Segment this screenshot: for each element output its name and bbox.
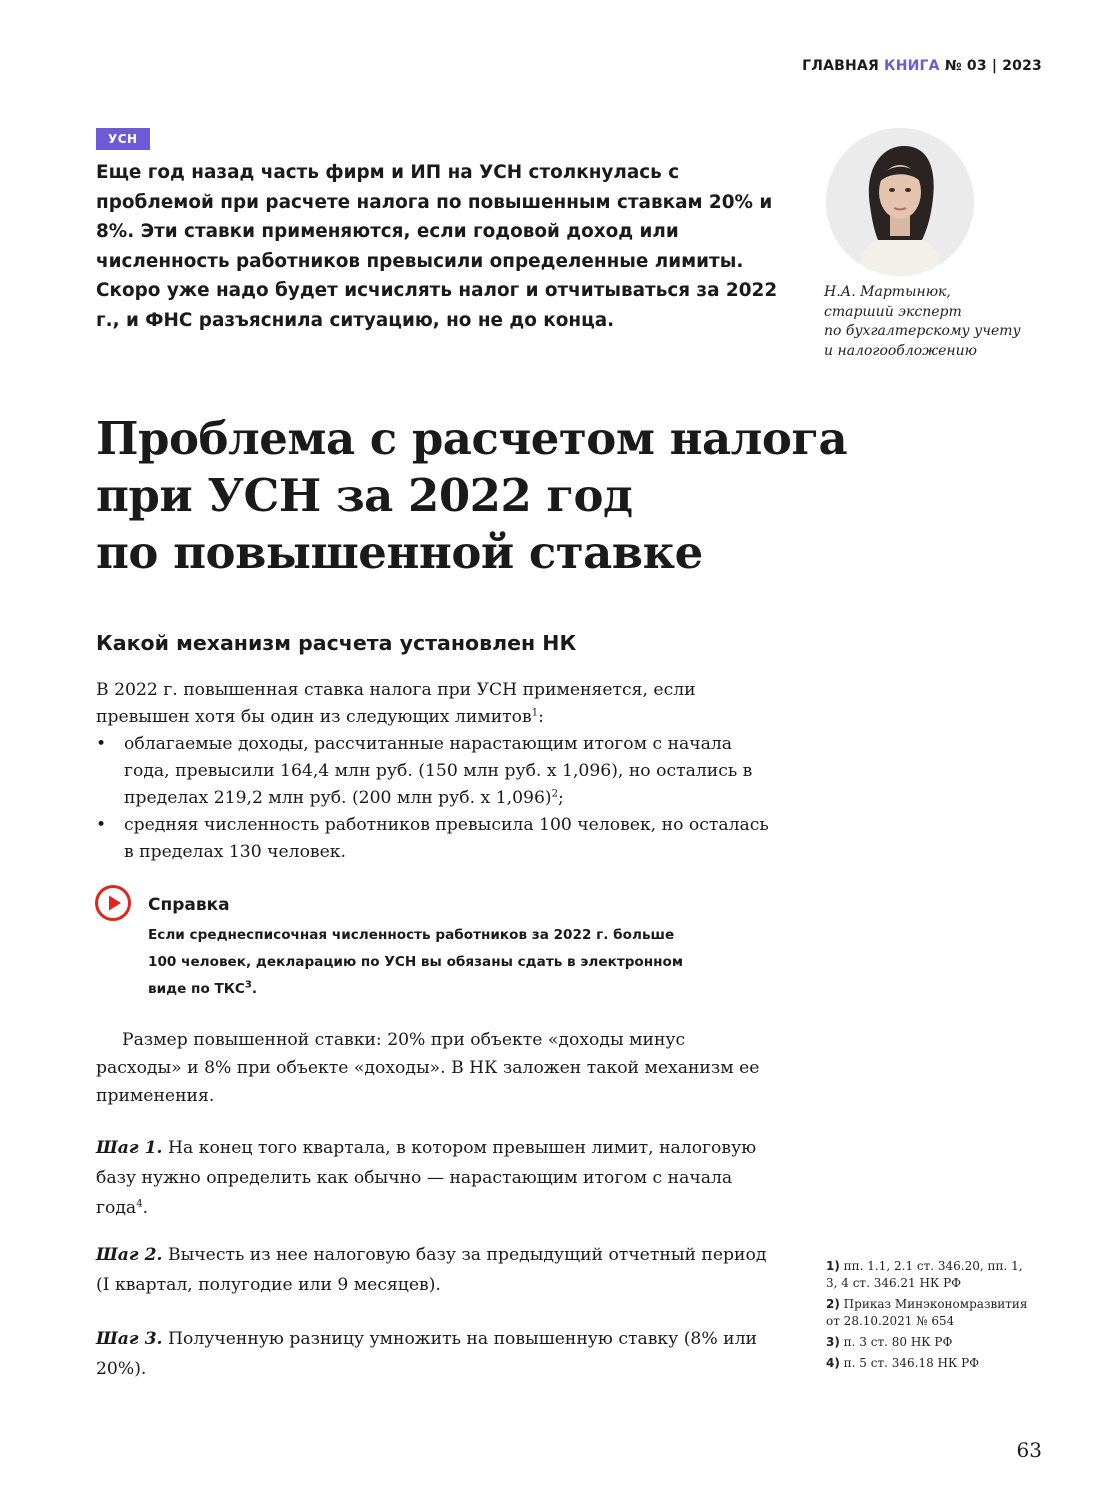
footnote	[826, 1355, 1056, 1372]
category-tag: УСН	[96, 128, 150, 150]
list-item	[96, 812, 772, 866]
note-line-text: виде по ТКС	[148, 981, 245, 997]
step-2	[96, 1240, 772, 1300]
author-caption-line: старший эксперт	[824, 303, 962, 320]
note-line: Если среднесписочная численность работников за 2022 г. больше	[148, 927, 675, 943]
step-1	[96, 1133, 772, 1223]
author-caption-line: и налогообложению	[824, 342, 977, 359]
step-text: Вычесть из нее налоговую базу за предыдущий отчетный период (I квартал, полугодие или 9 месяцев).	[96, 1245, 767, 1295]
article-title	[96, 410, 847, 581]
step-3	[96, 1324, 772, 1384]
footnotes	[826, 1258, 1056, 1376]
article-title-line: Проблема с расчетом налога	[96, 412, 848, 465]
list-item-text: облагаемые доходы, рассчитанные нарастающим итогом с начала года, превысили 164,4 млн руб. (150 млн руб. х 1,096), но остались в пределах 219,2 млн руб. (200 млн руб. х 1,096)	[124, 734, 753, 808]
author-photo	[826, 128, 974, 276]
bullet-icon: •	[96, 815, 107, 835]
footnote-number: 1)	[826, 1259, 840, 1273]
step-tail: .	[142, 1198, 149, 1218]
footnote-text: п. 5 ст. 346.18 НК РФ	[843, 1356, 980, 1370]
bullet-icon: •	[96, 734, 107, 754]
masthead-issue: № 03 | 2023	[944, 58, 1042, 74]
note-line	[148, 976, 778, 1003]
footnote-text: пп. 1.1, 2.1 ст. 346.20, пп. 1,	[843, 1259, 1023, 1273]
section-heading: Какой механизм расчета установлен НК	[96, 631, 577, 655]
article-title-line: при УСН за 2022 год	[96, 469, 633, 522]
note-text	[148, 922, 778, 1003]
list-item-tail: ;	[557, 788, 564, 808]
step-text: Полученную разницу умножить на повышенную ставку (8% или 20%).	[96, 1329, 757, 1379]
footnote-number: 4)	[826, 1356, 840, 1370]
footnote-ref: 2	[551, 788, 558, 800]
masthead-brand-part2: КНИГА	[884, 58, 940, 74]
intro-tail: :	[538, 707, 544, 727]
intro-text: В 2022 г. повышенная ставка налога при УСН применяется, если превышен хотя бы один из следующих лимитов	[96, 680, 696, 727]
footnote-ref: 4	[136, 1198, 143, 1210]
step-text: На конец того квартала, в котором превышен лимит, налоговую базу нужно определить как обычно — нарастающим итогом с начала года	[96, 1138, 757, 1218]
footnote-ref: 3	[244, 979, 252, 991]
author-portrait-icon	[826, 128, 974, 276]
footnote-text: от 28.10.2021 № 654	[826, 1314, 955, 1328]
footnote-ref: 1	[531, 707, 539, 719]
limits-list	[96, 731, 772, 866]
step-label: Шаг 1.	[96, 1138, 163, 1158]
footnote-text: п. 3 ст. 80 НК РФ	[843, 1335, 953, 1349]
footnote-number: 2)	[826, 1297, 840, 1311]
note-title: Справка	[148, 895, 230, 915]
list-item-text: средняя численность работников превысила 100 человек, но осталась в пределах 130 человек.	[124, 815, 769, 862]
article-title-line: по повышенной ставке	[96, 526, 703, 579]
intro-block	[96, 677, 772, 866]
masthead	[802, 58, 1042, 74]
footnote	[826, 1258, 1056, 1292]
footnote-number: 3)	[826, 1335, 840, 1349]
rate-block	[96, 1026, 772, 1110]
footnote-text: 3, 4 ст. 346.21 НК РФ	[826, 1276, 962, 1290]
rate-paragraph: Размер повышенной ставки: 20% при объекте «доходы минус расходы» и 8% при объекте «доходы». В НК заложен такой механизм ее применения.	[96, 1030, 760, 1106]
footnote	[826, 1334, 1056, 1351]
footnote	[826, 1296, 1056, 1330]
list-item	[96, 731, 772, 812]
lead-paragraph: Еще год назад часть фирм и ИП на УСН столкнулась с проблемой при расчете налога по повышенным ставкам 20% и 8%. Эти ставки применяются, если годовой доход или численность работников превысили определенные лимиты. Скоро уже надо будет исчислять налог и отчитываться за 2022 г., и ФНС разъяснила ситуацию, но не до конца.	[96, 162, 778, 331]
author-caption-line: по бухгалтерскому учету	[824, 323, 1021, 339]
footnote-text: Приказ Минэкономразвития	[843, 1297, 1028, 1311]
page-number: 63	[1016, 1438, 1042, 1462]
author-caption-line: Н.А. Мартынюк,	[824, 284, 951, 300]
author-caption	[824, 283, 1054, 361]
masthead-brand-part1: ГЛАВНАЯ	[802, 58, 879, 74]
note-line: 100 человек, декларацию по УСН вы обязаны сдать в электронном	[148, 954, 684, 970]
step-label: Шаг 2.	[96, 1245, 163, 1265]
play-icon	[94, 884, 132, 922]
note-line-tail: .	[251, 981, 258, 997]
intro-paragraph	[96, 677, 772, 731]
step-label: Шаг 3.	[96, 1329, 163, 1349]
